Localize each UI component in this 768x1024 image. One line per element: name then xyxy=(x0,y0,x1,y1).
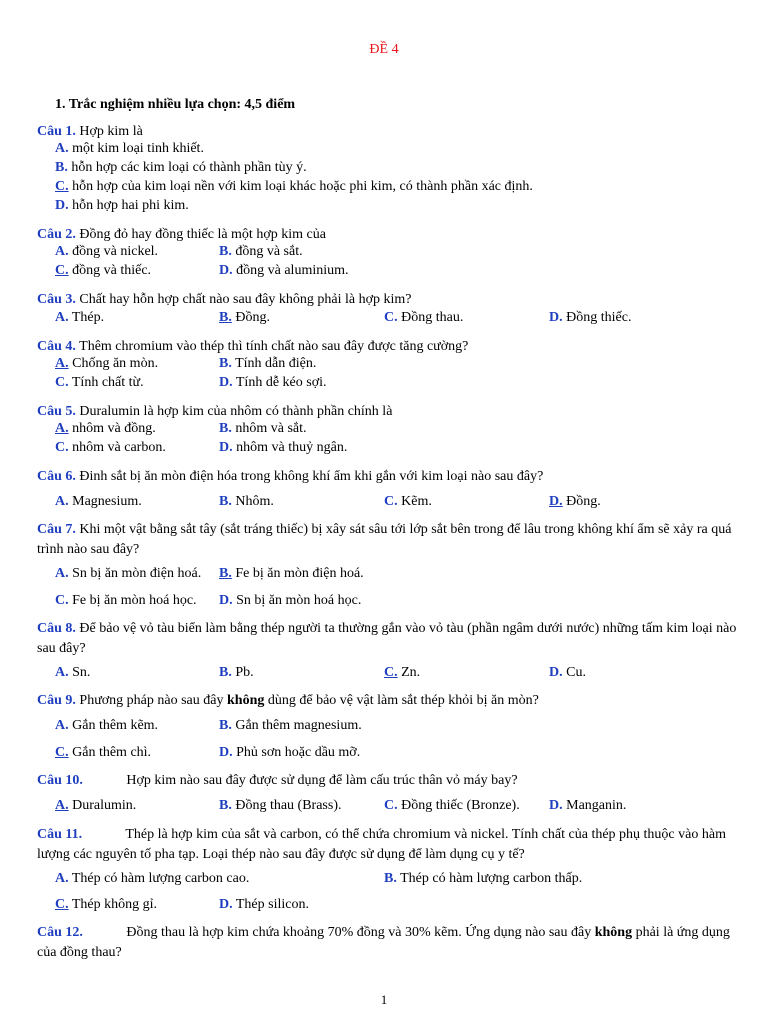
option-b[interactable]: B. nhôm và sắt. xyxy=(219,421,307,436)
option-d[interactable]: D. Đồng. xyxy=(549,494,601,509)
option-d[interactable]: D. đồng và aluminium. xyxy=(219,263,349,278)
option-c[interactable]: C. đồng và thiếc. xyxy=(55,263,152,278)
question-text: Chất hay hỗn hợp chất nào sau đây không phải là hợp kim? xyxy=(79,292,412,307)
question-number: Câu 2. xyxy=(37,227,76,242)
option-b[interactable]: B. Tính dẫn điện. xyxy=(219,356,317,371)
option-row xyxy=(55,718,755,738)
option-a[interactable]: A. Sn. xyxy=(55,665,91,680)
option-d[interactable]: D. Cu. xyxy=(549,665,586,680)
option-row xyxy=(55,421,755,441)
question-text: Để bảo vệ vỏ tàu biển làm bằng thép người ta thường gắn vào vỏ tàu (phần ngâm dưới nước) những tấm kim loại nào sau đây? xyxy=(37,621,737,656)
option-a[interactable]: A. một kim loại tinh khiết. xyxy=(55,141,204,156)
option-b[interactable]: B. Đồng thau (Brass). xyxy=(219,798,342,813)
option-d[interactable]: D. Đồng thiếc. xyxy=(549,310,632,325)
question-4 xyxy=(37,337,741,357)
option-row xyxy=(55,244,755,264)
option-row xyxy=(55,179,755,199)
option-c[interactable]: C. Fe bị ăn mòn hoá học. xyxy=(55,593,197,608)
question-text: Hợp kim là xyxy=(79,124,143,139)
question-number: Câu 6. xyxy=(37,469,76,484)
option-row xyxy=(55,494,755,514)
option-c[interactable]: C. hỗn hợp của kim loại nền với kim loại khác hoặc phi kim, có thành phần xác định. xyxy=(55,179,533,194)
question-text: Thêm chromium vào thép thì tính chất nào sau đây được tăng cường? xyxy=(79,339,469,354)
option-row xyxy=(55,141,755,161)
question-text: Đồng thau là hợp kim chứa khoảng 70% đồng và 30% kẽm. Ứng dụng nào sau đây không phải là ứng dụng của đồng thau? xyxy=(37,925,730,960)
option-a[interactable]: A. nhôm và đồng. xyxy=(55,421,156,436)
option-b[interactable]: B. Gắn thêm magnesium. xyxy=(219,718,362,733)
option-d[interactable]: D. Manganin. xyxy=(549,798,627,813)
question-number: Câu 8. xyxy=(37,621,76,636)
option-d[interactable]: D. Tính dễ kéo sợi. xyxy=(219,375,327,390)
option-d[interactable]: D. Phủ sơn hoặc dầu mỡ. xyxy=(219,745,361,760)
question-number: Câu 10. xyxy=(37,773,83,788)
option-a[interactable]: A. Sn bị ăn mòn điện hoá. xyxy=(55,566,202,581)
option-c[interactable]: C. Đồng thau. xyxy=(384,310,464,325)
option-a[interactable]: A. Thép. xyxy=(55,310,105,325)
question-text: Khi một vật bằng sắt tây (sắt tráng thiếc) bị xây sát sâu tới lớp sắt bên trong để lâu trong không khí ẩm sẽ xảy ra quá trình nào sau đây? xyxy=(37,522,732,557)
question-text: Thép là hợp kim của sắt và carbon, có thể chứa chromium và nickel. Tính chất của thép phụ thuộc vào hàm lượng các nguyên tố pha tạp. Loại thép nào sau đây được sử dụng để làm dụng cụ y tế? xyxy=(37,827,726,862)
question-8 xyxy=(37,619,741,658)
question-12 xyxy=(37,923,741,962)
question-number: Câu 1. xyxy=(37,124,76,139)
option-row xyxy=(55,375,755,395)
option-d[interactable]: D. Sn bị ăn mòn hoá học. xyxy=(219,593,362,608)
option-d[interactable]: D. hỗn hợp hai phi kim. xyxy=(55,198,189,213)
option-b[interactable]: B. hỗn hợp các kim loại có thành phần tùy ý. xyxy=(55,160,307,175)
question-7 xyxy=(37,520,741,559)
question-number: Câu 4. xyxy=(37,339,76,354)
option-a[interactable]: A. Gắn thêm kẽm. xyxy=(55,718,159,733)
option-c[interactable]: C. nhôm và carbon. xyxy=(55,440,166,455)
option-a[interactable]: A. Magnesium. xyxy=(55,494,142,509)
question-number: Câu 9. xyxy=(37,693,76,708)
question-6 xyxy=(37,467,741,487)
question-5 xyxy=(37,402,741,422)
option-c[interactable]: C. Tính chất từ. xyxy=(55,375,144,390)
option-a[interactable]: A. Duralumin. xyxy=(55,798,137,813)
option-a[interactable]: A. Thép có hàm lượng carbon cao. xyxy=(55,871,250,886)
page-number: 1 xyxy=(380,992,388,1007)
question-number: Câu 5. xyxy=(37,404,76,419)
option-row xyxy=(55,897,755,917)
option-row xyxy=(55,160,755,180)
option-row xyxy=(55,566,755,586)
option-row xyxy=(55,745,755,765)
question-1 xyxy=(37,122,741,142)
question-text: Hợp kim nào sau đây được sử dụng để làm cấu trúc thân vỏ máy bay? xyxy=(126,773,518,788)
question-text: Duralumin là hợp kim của nhôm có thành phần chính là xyxy=(79,404,393,419)
option-row xyxy=(55,798,755,818)
question-11 xyxy=(37,825,741,864)
option-b[interactable]: B. Thép có hàm lượng carbon thấp. xyxy=(384,871,583,886)
question-3 xyxy=(37,290,741,310)
option-d[interactable]: D. nhôm và thuỷ ngân. xyxy=(219,440,348,455)
option-row xyxy=(55,440,755,460)
option-row xyxy=(55,665,755,685)
option-a[interactable]: A. Chống ăn mòn. xyxy=(55,356,159,371)
option-b[interactable]: B. Đồng. xyxy=(219,310,270,325)
option-c[interactable]: C. Đồng thiếc (Bronze). xyxy=(384,798,520,813)
option-row xyxy=(55,263,755,283)
question-number: Câu 11. xyxy=(37,827,83,842)
option-b[interactable]: B. Nhôm. xyxy=(219,494,274,509)
option-c[interactable]: C. Zn. xyxy=(384,665,421,680)
option-c[interactable]: C. Thép không gỉ. xyxy=(55,897,158,912)
option-a[interactable]: A. đồng và nickel. xyxy=(55,244,159,259)
section-heading: 1. Trắc nghiệm nhiều lựa chọn: 4,5 điểm xyxy=(55,97,296,112)
option-b[interactable]: B. Fe bị ăn mòn điện hoá. xyxy=(219,566,364,581)
question-2 xyxy=(37,225,741,245)
option-b[interactable]: B. đồng và sắt. xyxy=(219,244,303,259)
option-row xyxy=(55,198,755,218)
option-row xyxy=(55,356,755,376)
exam-title: ĐỀ 4 xyxy=(369,42,399,57)
question-10 xyxy=(37,771,741,791)
option-row xyxy=(55,871,755,891)
option-c[interactable]: C. Kẽm. xyxy=(384,494,432,509)
option-b[interactable]: B. Pb. xyxy=(219,665,254,680)
question-number: Câu 12. xyxy=(37,925,83,940)
option-row xyxy=(55,593,755,613)
question-number: Câu 3. xyxy=(37,292,76,307)
question-text: Đinh sắt bị ăn mòn điện hóa trong không khí ẩm khi gắn với kim loại nào sau đây? xyxy=(79,469,544,484)
question-text: Phương pháp nào sau đây không dùng để bảo vệ vật làm sắt thép khỏi bị ăn mòn? xyxy=(79,693,539,708)
option-row xyxy=(55,310,755,330)
option-d[interactable]: D. Thép silicon. xyxy=(219,897,309,912)
question-9 xyxy=(37,691,741,711)
option-c[interactable]: C. Gắn thêm chì. xyxy=(55,745,152,760)
question-text: Đồng đỏ hay đồng thiếc là một hợp kim của xyxy=(79,227,326,242)
question-number: Câu 7. xyxy=(37,522,76,537)
